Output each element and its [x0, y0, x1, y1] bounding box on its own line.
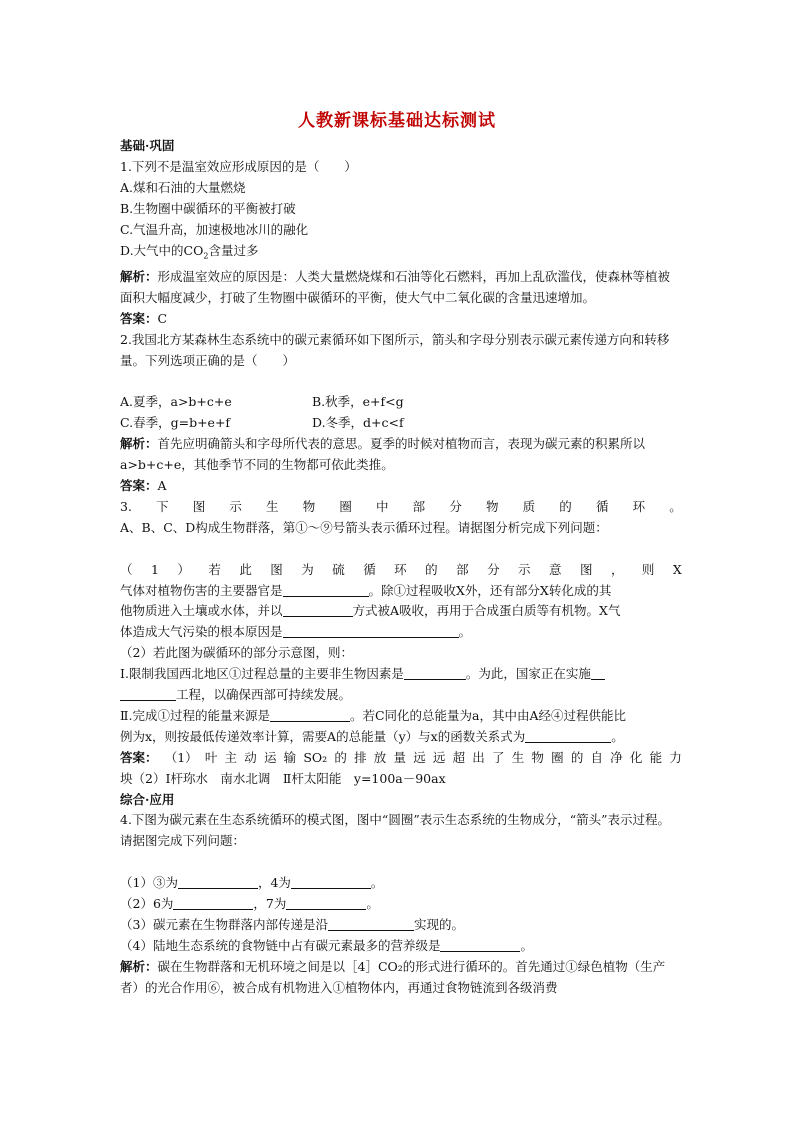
- question-4-stem: 4.下图为碳元素在生态系统循环的模式图，图中“圆圈”表示生态系统的生物成分，“箭头”表示过程。请据图完成下列问题：: [120, 812, 670, 849]
- answer-char: 主: [224, 749, 238, 765]
- answer-blank[interactable]: [286, 895, 366, 910]
- question-3-part-1-intro: [120, 560, 682, 581]
- document-body: [120, 136, 682, 999]
- stem-char: 若: [208, 561, 221, 577]
- question-1-option-c: C.气温升高，加速极地冰川的融化: [120, 221, 309, 237]
- answer-char: 力: [669, 749, 682, 765]
- stem-char: 圈: [339, 498, 352, 514]
- answer-char: 了: [492, 749, 505, 765]
- question-4-part-1: （1）③为 ，4为 。: [120, 875, 384, 891]
- stem-char: ）: [177, 561, 190, 577]
- question-4-analysis: 解析：碳在生物群落和无机环境之间是以［4］CO₂的形式进行循环的。首先通过①绿色植物（生产者）的光合作用⑥，被合成有机物进入①植物体内，再通过食物链流到各级消费: [120, 958, 666, 995]
- question-3-part-1-line-4: 体造成大气污染的根本原因是 。: [120, 624, 472, 640]
- answer-char: 放: [373, 749, 387, 765]
- answer-blank[interactable]: [525, 728, 611, 743]
- answer-char: 的: [334, 749, 347, 765]
- stem-char: 物: [485, 498, 499, 514]
- stem-char: 环: [394, 561, 407, 577]
- stem-char: 部: [412, 498, 426, 514]
- question-4-part-4: （4）陆地生态系统的食物链中占有碳元素最多的营养级是 。: [120, 937, 533, 953]
- answer-blank[interactable]: [120, 686, 176, 701]
- answer-blank[interactable]: [283, 602, 353, 617]
- stem-char: 图: [192, 498, 206, 514]
- question-2-answer: 答案：A: [120, 477, 167, 493]
- answer-blank[interactable]: [283, 623, 459, 638]
- answer-char: 的: [570, 749, 584, 765]
- stem-char: 分: [487, 561, 500, 577]
- question-2-option-b: B.秋季，e+f<g: [312, 394, 404, 410]
- stem-char: 示: [518, 561, 531, 577]
- answer-blank[interactable]: [591, 665, 605, 680]
- answer-char: 排: [354, 749, 367, 765]
- figure-placeholder: [120, 371, 682, 392]
- answer-char: 化: [629, 749, 643, 765]
- question-3-part-2-ii: Ⅱ.完成①过程的能量来源是 。若C同化的总能量为a，其中由A经④过程供能比: [120, 707, 627, 723]
- answer-blank[interactable]: [440, 937, 520, 952]
- question-3-stem-continued: A、B、C、D构成生物群落，第①～⑨号箭头表示循环过程。请据图分析完成下列问题：: [120, 519, 608, 535]
- answer-char: 物: [531, 749, 544, 765]
- figure-placeholder: [120, 539, 682, 560]
- section-heading: 基础·巩固: [120, 138, 175, 153]
- answer-char: 远: [432, 749, 446, 765]
- answer-blank[interactable]: [404, 665, 466, 680]
- stem-char: 下: [156, 498, 169, 514]
- answer-char: 动: [244, 749, 257, 765]
- question-3-stem: [120, 497, 682, 518]
- stem-char: 示: [229, 498, 242, 514]
- stem-char: 此: [239, 561, 252, 577]
- stem-char: X: [672, 561, 682, 577]
- answer-char: 超: [452, 749, 466, 765]
- stem-char: 的: [425, 561, 438, 577]
- stem-char: ，: [610, 561, 624, 577]
- question-1-option-a: A.煤和石油的大量燃烧: [120, 179, 246, 195]
- answer-char: 答案：: [120, 749, 158, 765]
- stem-char: 。: [669, 498, 682, 514]
- stem-char: 质: [522, 498, 536, 514]
- stem-char: 循: [363, 561, 376, 577]
- answer-char: 自: [590, 749, 604, 765]
- stem-char: 部: [456, 561, 469, 577]
- stem-char: 为: [301, 561, 314, 577]
- answer-blank[interactable]: [283, 582, 369, 597]
- section-heading: 综合·应用: [120, 791, 175, 807]
- question-2-analysis: 解析：首先应明确箭头和字母所代表的意思。夏季的时候对植物而言，表现为碳元素的积累所以a>b+c+e，其他季节不同的生物都可依此类推。: [120, 436, 646, 473]
- stem-char: 的: [559, 498, 572, 514]
- stem-char: 分: [449, 498, 462, 514]
- stem-char: 环: [632, 498, 646, 514]
- question-4-part-2: （2）6为 ，7为 。: [120, 896, 379, 912]
- stem-char: 3.: [120, 498, 132, 514]
- question-3-answer: [120, 748, 682, 769]
- question-3-part-2-i: Ⅰ.限制我国西北地区①过程总量的主要非生物因素是 。为此，国家正在实施: [120, 664, 682, 685]
- answer-char: 生: [511, 749, 525, 765]
- answer-blank[interactable]: [178, 874, 258, 889]
- stem-char: 硫: [332, 561, 345, 577]
- answer-blank[interactable]: [291, 874, 371, 889]
- question-1-stem: 1.下列不是温室效应形成原因的是（ ）: [120, 158, 357, 174]
- figure-placeholder: [120, 852, 682, 873]
- stem-char: 中: [376, 498, 389, 514]
- question-2-option-c: C.春季，g=b+e+f: [120, 415, 231, 431]
- document-title: 人教新课标基础达标测试: [298, 111, 496, 131]
- answer-char: 量: [393, 749, 406, 765]
- stem-char: 物: [302, 498, 316, 514]
- question-2-option-d: D.冬季，d+c<f: [312, 415, 404, 431]
- stem-char: 则: [641, 561, 655, 577]
- question-1-option-b: B.生物圈中碳循环的平衡被打破: [120, 200, 296, 216]
- answer-char: 叶: [204, 749, 218, 765]
- stem-char: （: [120, 561, 133, 577]
- question-4-part-3: （3）碳元素在生物群落内部传递是沿 实现的。: [120, 916, 464, 932]
- answer-char: 运: [263, 749, 277, 765]
- stem-char: 生: [266, 498, 279, 514]
- answer-blank[interactable]: [270, 707, 350, 722]
- question-3-part-1-line-3: 他物质进入土壤或水体，并以 方式被A吸收，再用于合成蛋白质等有机物。X气: [120, 603, 621, 619]
- question-2-options-row-2: [120, 413, 682, 434]
- question-3-part-1-line-2: 气体对植物伤害的主要器官是 。除①过程吸收X外，还有部分X转化成的其: [120, 582, 612, 598]
- question-1-answer: 答案：C: [120, 310, 168, 326]
- answer-char: SO₂: [303, 749, 328, 765]
- answer-char: （1）: [164, 749, 198, 765]
- question-1-analysis: 解析：形成温室效应的原因是：人类大量燃烧煤和石油等化石燃料，再加上乱砍滥伐，使森林等植被面积大幅度减少，打破了生物圈中碳循环的平衡，使大气中二氧化碳的含量迅速增加。: [120, 268, 671, 305]
- stem-char: 图: [270, 561, 283, 577]
- question-3-answer-continued: 坱（2）Ⅰ杆珎水 南水北调 Ⅱ杆太阳能 y=100a－90ax: [120, 770, 446, 786]
- answer-char: 净: [610, 749, 623, 765]
- question-2-stem: 2.我国北方某森林生态系统中的碳元素循环如下图所示，箭头和字母分别表示碳元素传递方向和转移量。下列选项正确的是（ ）: [120, 331, 670, 368]
- stem-char: 意: [549, 561, 562, 577]
- answer-char: 出: [472, 749, 485, 765]
- stem-char: 循: [595, 498, 609, 514]
- answer-char: 圈: [551, 749, 564, 765]
- stem-char: 图: [579, 561, 593, 577]
- answer-char: 能: [649, 749, 663, 765]
- answer-char: 输: [283, 749, 297, 765]
- answer-char: 远: [413, 749, 426, 765]
- question-1-option-d: D.大气中的$CO_2$含量过多: [120, 242, 259, 261]
- question-3-part-2-i-continued: 工程，以确保西部可持续发展。: [120, 685, 682, 706]
- question-2-option-a: A.夏季，a>b+c+e: [120, 394, 232, 410]
- stem-char: 1: [150, 561, 159, 577]
- answer-blank[interactable]: [328, 916, 414, 931]
- answer-blank[interactable]: [173, 895, 253, 910]
- question-3-part-2: （2）若此图为碳循环的部分示意图，则：: [120, 645, 353, 661]
- question-2-options-row-1: [120, 392, 682, 413]
- question-3-part-2-ii-continued: 例为x，则按最低传递效率计算，需要A的总能量（y）与x的函数关系式为 。: [120, 728, 624, 744]
